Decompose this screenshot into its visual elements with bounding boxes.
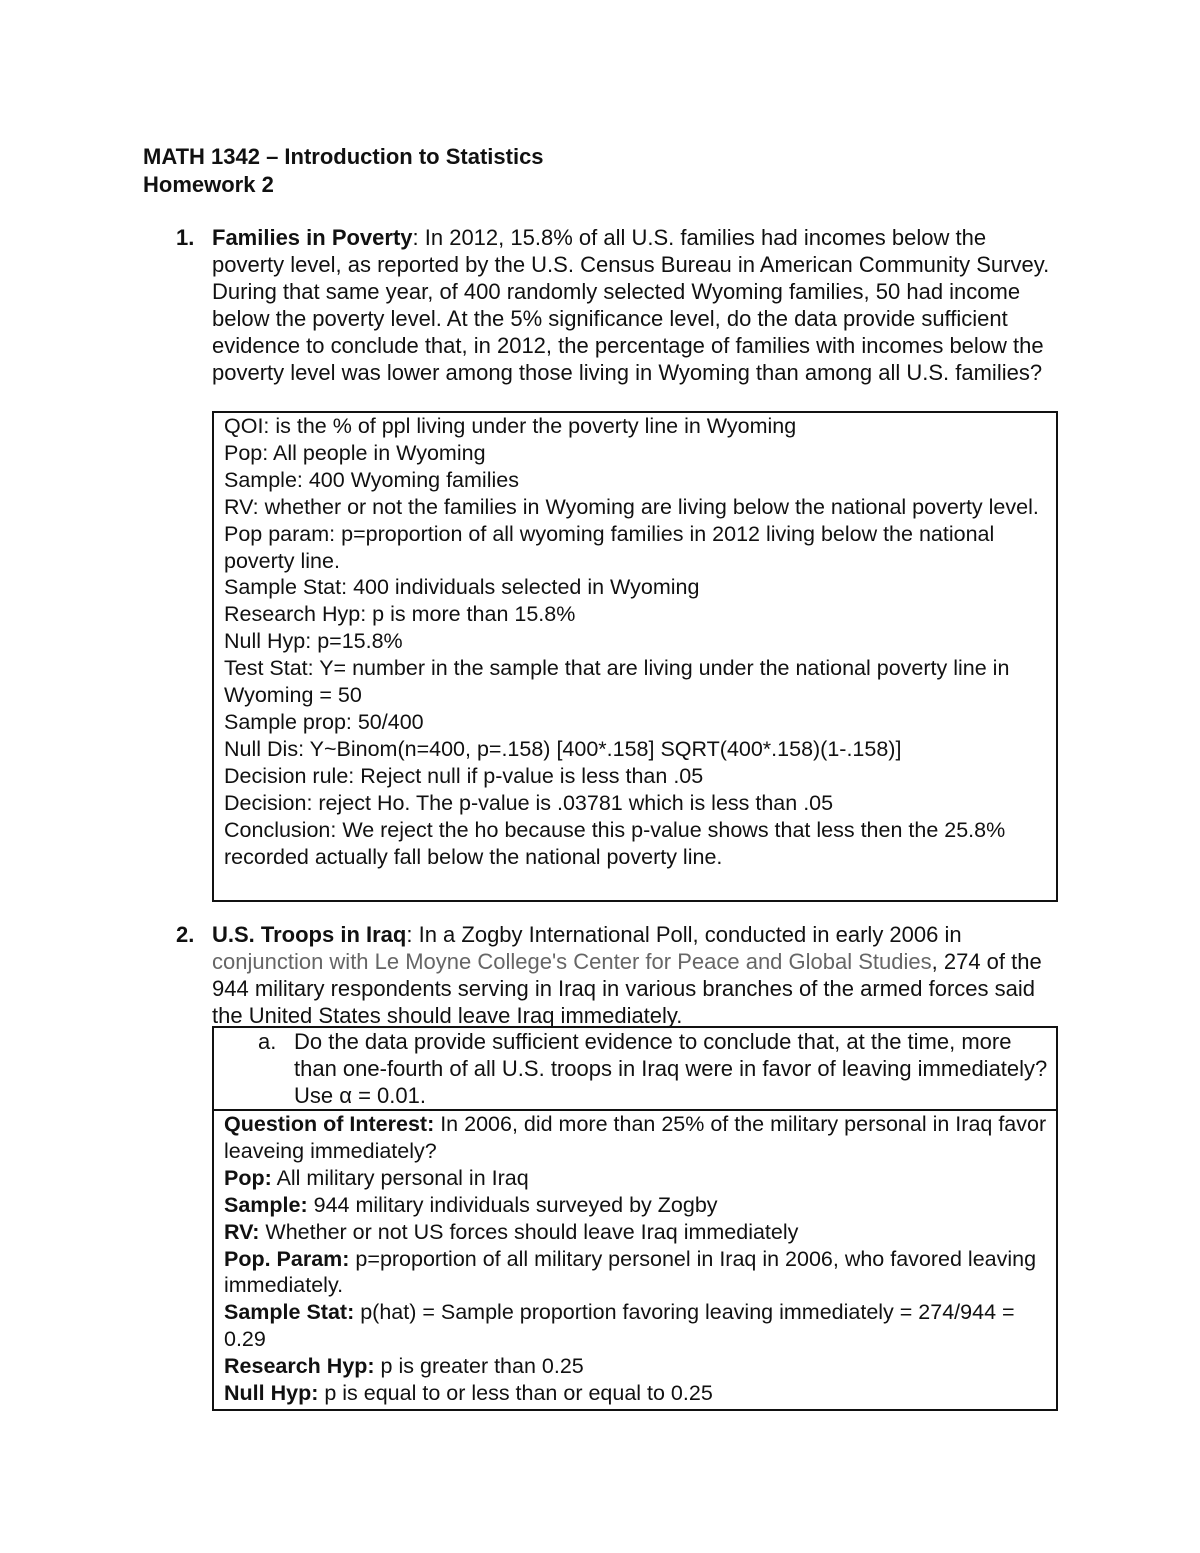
answer-line: Pop param: p=proportion of all wyoming families in 2012 living below the national poverty line.	[224, 521, 995, 573]
question-body-end: , 274 of the 944 military respondents serving in Iraq in various branches of the armed forces said the United States should leave Iraq immediately.	[212, 949, 1042, 1028]
answer-item	[224, 1299, 1048, 1353]
question-body: : In 2012, 15.8% of all U.S. families had incomes below the poverty level, as reported by the U.S. Census Bureau in American Community Survey. During that same year, of 400 randomly selected Wyoming families, 50 had income below the poverty level. At the 5% significance level, do the data provide sufficient evidence to conclude that, in 2012, the percentage of families with incomes below the poverty level was lower among those living in Wyoming than among all U.S. families?	[212, 225, 1050, 385]
question-text	[212, 224, 1060, 386]
question-text	[212, 921, 1060, 1029]
answer-item	[224, 1192, 1048, 1219]
answer-text: p(hat) = Sample proportion favoring leaving immediately = 274/944 = 0.29	[224, 1300, 1015, 1352]
course-title: MATH 1342 – Introduction to Statistics	[143, 144, 544, 169]
answer-label: RV:	[224, 1219, 260, 1244]
question-number: 1.	[176, 225, 195, 250]
question-number: 2.	[176, 922, 195, 947]
answer-line: Sample Stat: 400 individuals selected in Wyoming	[224, 575, 700, 600]
answer-label: Pop:	[224, 1165, 272, 1190]
answer-line: Conclusion: We reject the ho because this p-value shows that less then the 25.8% recorded actually fall below the national poverty line.	[224, 817, 1006, 869]
answer-line: Sample: 400 Wyoming families	[224, 467, 519, 492]
answer-text: Whether or not US forces should leave Iraq immediately	[259, 1219, 799, 1244]
answer-text: p is greater than 0.25	[374, 1354, 584, 1379]
answer-item	[224, 1165, 1048, 1192]
page-header	[143, 143, 544, 199]
answer-label: Pop. Param:	[224, 1246, 350, 1271]
answer-text: p=proportion of all military personel in Iraq in 2006, who favored leaving immediately.	[224, 1246, 1037, 1298]
answer-label: Sample Stat:	[224, 1300, 355, 1325]
answer-line: RV: whether or not the families in Wyoming are living below the national poverty level.	[224, 494, 1039, 519]
subquestion-letter: a.	[258, 1029, 277, 1054]
question-1	[176, 224, 1060, 386]
answer-box-1	[212, 411, 1058, 902]
subquestion-text: Do the data provide sufficient evidence to conclude that, at the time, more than one-fourth of all U.S. troops in Iraq were in favor of leaving immediately? Use α = 0.01.	[294, 1029, 1048, 1108]
answer-line: QOI: is the % of ppl living under the poverty line in Wyoming	[224, 414, 797, 438]
answer-text: In 2006, did more than 25% of the military personal in Iraq favor leaveing immediately?	[224, 1112, 1047, 1163]
question-2	[176, 921, 1060, 1029]
answer-box-2	[212, 1109, 1058, 1411]
answer-label: Sample:	[224, 1192, 308, 1217]
answer-text: All military personal in Iraq	[271, 1165, 529, 1190]
answer-label: Null Hyp:	[224, 1381, 319, 1406]
answer-text: p is equal to or less than or equal to 0.25	[318, 1381, 713, 1406]
answer-item	[224, 1219, 1048, 1246]
answer-line: Null Dis: Y~Binom(n=400, p=.158) [400*.158] SQRT(400*.158)(1-.158)]	[224, 736, 902, 761]
answer-line: Pop: All people in Wyoming	[224, 440, 486, 465]
question-body: : In a Zogby International Poll, conducted in early 2006 in	[406, 922, 962, 947]
question-body-highlight: conjunction with Le Moyne College's Center for Peace and Global Studies	[212, 949, 932, 974]
answer-line: Decision: reject Ho. The p-value is .03781 which is less than .05	[224, 790, 834, 815]
subquestion-a	[212, 1026, 1058, 1111]
answer-line: Test Stat: Y= number in the sample that are living under the national poverty line in Wyoming = 50	[224, 656, 1010, 708]
answer-line: Research Hyp: p is more than 15.8%	[224, 602, 576, 627]
answer-item	[224, 1380, 1048, 1407]
answer-item	[224, 1246, 1048, 1300]
answer-line: Decision rule: Reject null if p-value is less than .05	[224, 763, 704, 788]
assignment-title: Homework 2	[143, 172, 274, 197]
answer-label: Research Hyp:	[224, 1354, 375, 1379]
answer-text: 944 military individuals surveyed by Zogby	[307, 1192, 718, 1217]
answer-line: Null Hyp: p=15.8%	[224, 629, 403, 654]
question-title: Families in Poverty	[212, 225, 413, 250]
answer-item	[224, 1111, 1048, 1165]
answer-label: Question of Interest:	[224, 1112, 435, 1136]
question-title: U.S. Troops in Iraq	[212, 922, 407, 947]
answer-item	[224, 1353, 1048, 1380]
answer-line: Sample prop: 50/400	[224, 709, 424, 734]
